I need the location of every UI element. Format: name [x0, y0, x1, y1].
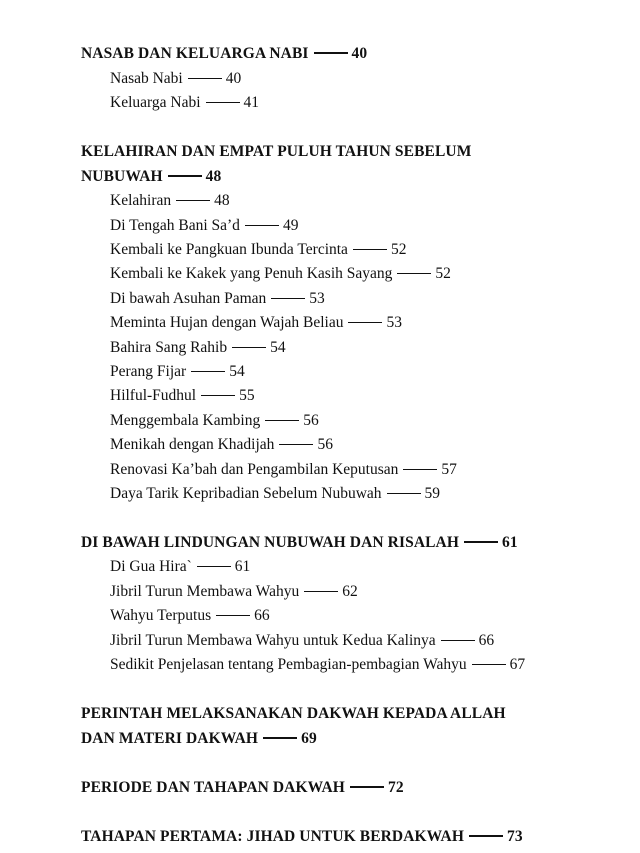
section-page: 40 [351, 45, 368, 62]
leader-line [279, 444, 313, 445]
section-heading [81, 776, 621, 801]
leader-line [216, 615, 250, 616]
toc-section [81, 140, 621, 506]
entry-title: Jibril Turun Membawa Wahyu untuk Kedua Kalinya [110, 631, 436, 649]
section-title: NUBUWAH [81, 167, 163, 185]
leader-line [350, 786, 384, 788]
toc-entry [110, 653, 621, 677]
toc-entry [110, 580, 621, 604]
toc-entry [110, 433, 621, 457]
entry-page: 66 [254, 607, 270, 625]
section-heading [81, 825, 621, 850]
entry-page: 57 [441, 460, 457, 478]
toc-entry [110, 238, 621, 262]
entry-title: Menggembala Kambing [110, 411, 261, 429]
section-title: KELAHIRAN DAN EMPAT PULUH TAHUN SEBELUM [81, 142, 472, 160]
leader-line [188, 78, 222, 79]
section-page: 69 [301, 729, 317, 747]
toc-entry [110, 629, 621, 653]
entry-title: Di bawah Asuhan Paman [110, 289, 267, 307]
toc-entry [110, 555, 621, 579]
toc-entry [110, 214, 621, 238]
toc-entry [110, 189, 621, 213]
entry-title: Nasab Nabi [110, 69, 183, 87]
section-title: PERIODE DAN TAHAPAN DAKWAH [81, 778, 345, 796]
leader-line [271, 298, 305, 299]
section-title: NASAB DAN KELUARGA NABI [81, 45, 309, 62]
entry-page: 56 [317, 436, 333, 454]
section-heading [81, 140, 621, 165]
toc-entry [110, 458, 621, 482]
section-heading [81, 531, 621, 556]
leader-line [245, 225, 279, 226]
section-heading [81, 727, 621, 752]
toc-entry [110, 262, 621, 286]
toc-section [81, 531, 621, 678]
entry-page: 53 [309, 289, 325, 307]
entry-title: Hilful-Fudhul [110, 387, 197, 405]
entry-page: 53 [386, 314, 402, 332]
entry-title: Renovasi Ka’bah dan Pengambilan Keputusan [110, 460, 399, 478]
toc-entry [110, 67, 621, 91]
entry-page: 54 [270, 338, 286, 356]
leader-line [263, 737, 297, 739]
entry-title: Kembali ke Kakek yang Penuh Kasih Sayang [110, 265, 393, 283]
entry-page: 48 [214, 192, 230, 210]
section-heading [81, 165, 621, 190]
leader-line [472, 664, 506, 665]
section-page: 61 [502, 533, 518, 551]
entry-title: Bahira Sang Rahib [110, 338, 228, 356]
entry-page: 56 [303, 411, 319, 429]
entry-page: 66 [478, 631, 495, 649]
entry-page: 41 [243, 94, 260, 111]
entry-title: Keluarga Nabi [110, 94, 201, 111]
section-heading [81, 702, 621, 727]
entry-title: Daya Tarik Kepribadian Sebelum Nubuwah [110, 484, 382, 502]
toc-entry [110, 360, 621, 384]
section-page: 72 [387, 778, 404, 796]
section-title: TAHAPAN PERTAMA: JIHAD UNTUK BERDAKWAH [81, 827, 465, 845]
toc-section [81, 42, 621, 115]
entry-page: 67 [509, 656, 526, 674]
toc-section [81, 776, 621, 801]
toc-section [81, 702, 621, 751]
toc-entry [110, 409, 621, 433]
leader-line [206, 102, 240, 103]
leader-line [232, 347, 266, 348]
entry-title: Jibril Turun Membawa Wahyu [110, 582, 300, 600]
section-page: 48 [205, 167, 222, 185]
entry-title: Kembali ke Pangkuan Ibunda Tercinta [110, 240, 348, 258]
entry-page: 59 [424, 484, 441, 502]
leader-line [387, 493, 421, 494]
section-title: DI BAWAH LINDUNGAN NUBUWAH DAN RISALAH [81, 533, 459, 551]
entry-title: Perang Fijar [110, 362, 187, 380]
entry-title: Meminta Hujan dengan Wajah Beliau [110, 314, 344, 332]
leader-line [464, 541, 498, 543]
toc-entry [110, 604, 621, 628]
entry-title: Di Gua Hira` [110, 558, 192, 576]
entry-title: Kelahiran [110, 192, 172, 210]
leader-line [469, 835, 503, 837]
leader-line [265, 420, 299, 421]
entry-title: Sedikit Penjelasan tentang Pembagian-pembagian Wahyu [110, 656, 467, 674]
leader-line [201, 395, 235, 396]
leader-line [348, 322, 382, 323]
entry-page: 62 [342, 582, 358, 600]
entry-page: 52 [435, 265, 451, 283]
entry-title: Di Tengah Bani Sa’d [110, 216, 240, 234]
leader-line [314, 52, 348, 54]
section-title: PERINTAH MELAKSANAKAN DAKWAH KEPADA ALLAH [81, 705, 506, 722]
table-of-contents [81, 42, 621, 849]
leader-line [397, 273, 431, 274]
toc-entry [110, 384, 621, 408]
toc-entry [110, 336, 621, 360]
entry-page: 49 [282, 216, 299, 234]
leader-line [441, 640, 475, 641]
entry-page: 52 [390, 240, 407, 258]
leader-line [168, 175, 202, 177]
toc-entry [110, 482, 621, 506]
entry-page: 55 [239, 387, 255, 405]
entry-page: 54 [229, 362, 245, 380]
entry-page: 40 [225, 69, 242, 87]
section-heading [81, 42, 621, 67]
toc-entry [110, 91, 621, 115]
leader-line [353, 249, 387, 250]
leader-line [403, 469, 437, 470]
leader-line [197, 566, 231, 567]
entry-title: Menikah dengan Khadijah [110, 436, 275, 454]
toc-entry [110, 287, 621, 311]
leader-line [176, 200, 210, 201]
entry-page: 61 [234, 558, 251, 576]
toc-entry [110, 311, 621, 335]
section-page: 73 [507, 827, 523, 845]
leader-line [304, 591, 338, 592]
toc-section [81, 825, 621, 850]
section-title: DAN MATERI DAKWAH [81, 729, 259, 747]
entry-title: Wahyu Terputus [110, 607, 212, 625]
leader-line [191, 371, 225, 372]
